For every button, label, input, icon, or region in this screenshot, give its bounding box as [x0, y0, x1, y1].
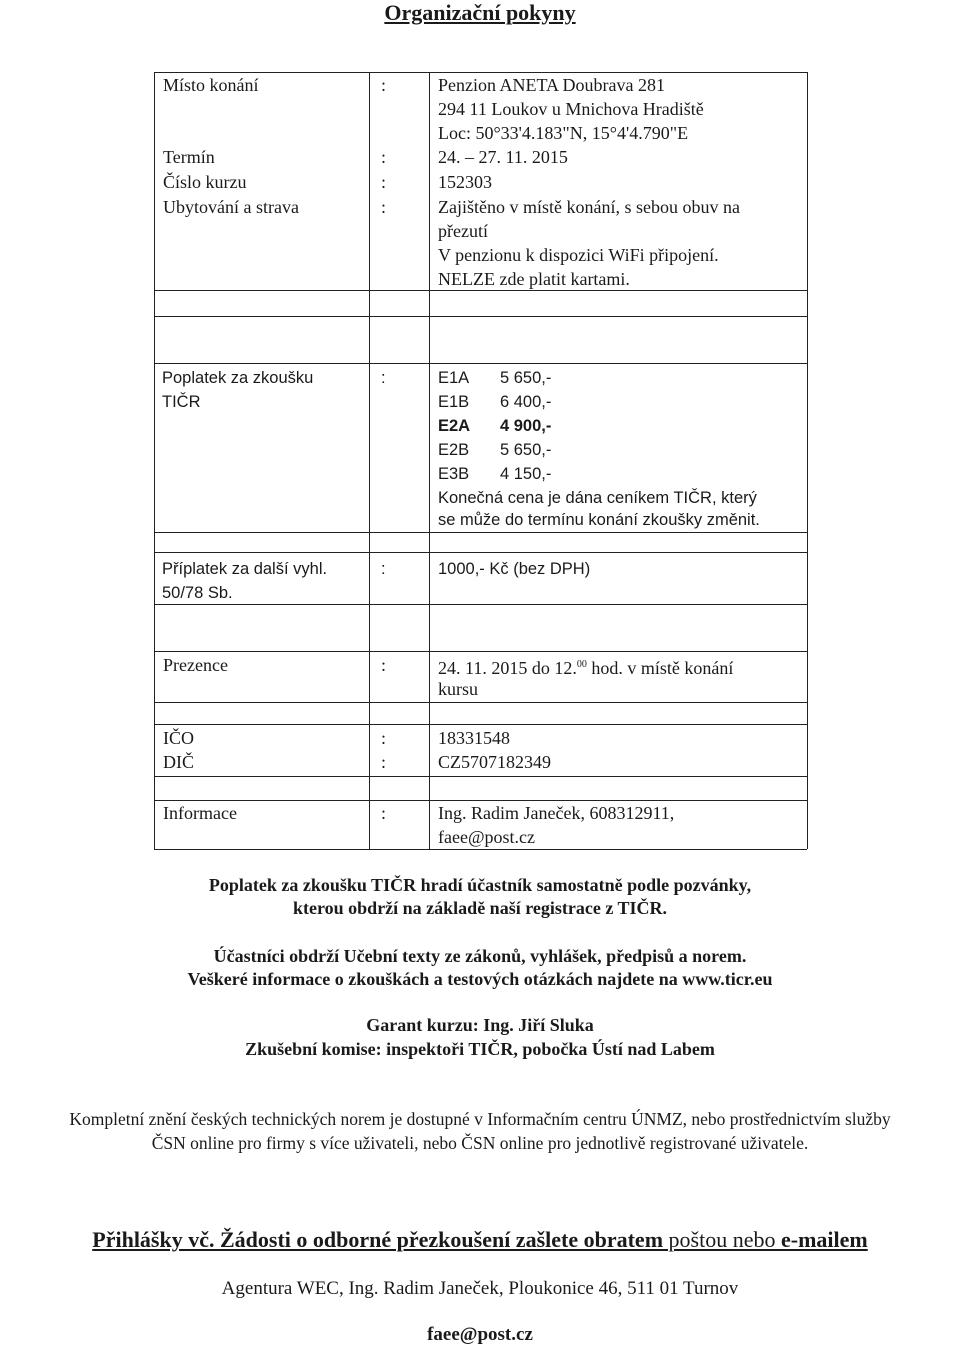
dic-value: CZ5707182349	[438, 752, 552, 772]
fee-code: E1A	[438, 369, 470, 387]
poplatek-note-line-2: se může do termínu konání zkoušky změnit.	[438, 511, 760, 529]
prezence-separator: :	[381, 655, 387, 675]
informace-email[interactable]: faee@post.cz	[438, 827, 536, 847]
footer-email[interactable]: faee@post.cz	[427, 1324, 533, 1345]
poplatek-label-line-1: Poplatek za zkoušku	[162, 369, 314, 387]
poplatek-separator: :	[381, 369, 386, 387]
fee-code: E2B	[438, 441, 470, 459]
cislo-kurzu-separator: :	[381, 172, 387, 192]
normy-info-line-1: Kompletní znění českých technických norem je dostupné v Informačním centru ÚNMZ, nebo prostřednictvím služby	[69, 1109, 891, 1129]
fee-price: 4 150,-	[500, 465, 552, 483]
prihlasky-bold: Přihlášky vč. Žádosti o odborné přezkoušení zašlete obratem	[92, 1227, 664, 1252]
informace-line-1: Ing. Radim Janeček, 608312911,	[438, 803, 675, 823]
ubytovani-label: Ubytování a strava	[163, 197, 299, 217]
prezence-place: hod. v místě konání	[586, 658, 734, 678]
misto-line-3: Loc: 50°33'4.183"N, 15°4'4.790"E	[438, 123, 689, 143]
informace-label: Informace	[163, 803, 237, 823]
prezence-label: Prezence	[163, 655, 228, 675]
ubytovani-line-4: NELZE zde platit kartami.	[438, 269, 630, 289]
dic-separator: :	[381, 752, 387, 772]
ubytovani-separator: :	[381, 197, 387, 217]
informace-separator: :	[381, 803, 387, 823]
normy-info-line-2: ČSN online pro firmy s více uživateli, nebo ČSN online pro jednotlivě registrované uživatele.	[151, 1133, 809, 1153]
fee-price: 5 650,-	[500, 369, 552, 387]
misto-line-1: Penzion ANETA Doubrava 281	[438, 75, 666, 95]
ubytovani-line-3: V penzionu k dispozici WiFi připojení.	[438, 245, 719, 265]
dic-label: DIČ	[163, 752, 194, 772]
poplatek-note-line-1: Konečná cena je dána ceníkem TIČR, který	[438, 489, 757, 507]
ico-value: 18331548	[438, 728, 510, 748]
fee-code: E3B	[438, 465, 470, 483]
priplatek-separator: :	[381, 560, 386, 578]
priplatek-label-line-1: Příplatek za další vyhl.	[162, 560, 328, 578]
poplatek-label-line-2: TIČR	[162, 393, 201, 411]
fee-code: E2A	[438, 417, 471, 435]
agentura-address: Agentura WEC, Ing. Radim Janeček, Ploukonice 46, 511 01 Turnov	[221, 1278, 739, 1299]
priplatek-value: 1000,- Kč (bez DPH)	[438, 560, 591, 578]
fee-price: 6 400,-	[500, 393, 552, 411]
page-title: Organizační pokyny	[384, 0, 576, 25]
prihlasky-mid: poštou nebo	[663, 1227, 781, 1252]
prezence-value-line-2: kursu	[438, 679, 478, 699]
prihlasky-email-word: e-mailem	[780, 1227, 868, 1252]
cislo-kurzu-label: Číslo kurzu	[163, 172, 247, 192]
fee-price: 5 650,-	[500, 441, 552, 459]
termin-value: 24. – 27. 11. 2015	[438, 147, 568, 167]
cislo-kurzu-value: 152303	[438, 172, 492, 192]
prihlasky-line	[0, 1226, 960, 1254]
prezence-date: 24. 11. 2015 do 12.	[438, 658, 577, 678]
fee-price: 4 900,-	[500, 417, 552, 435]
poplatek-note-1: Poplatek za zkoušku TIČR hradí účastník samostatně podle pozvánky,	[208, 875, 752, 895]
termin-label: Termín	[163, 147, 215, 167]
prezence-value	[438, 653, 733, 680]
prezence-minutes: 00	[576, 659, 587, 670]
ico-label: IČO	[163, 728, 194, 748]
komise: Zkušební komise: inspektoři TIČR, pobočka Ústí nad Labem	[245, 1039, 715, 1059]
ubytovani-line-2: přezutí	[438, 221, 488, 241]
termin-separator: :	[381, 147, 387, 167]
poplatek-note-2: kterou obdrží na základě naší registrace z TIČR.	[293, 898, 667, 918]
garant: Garant kurzu: Ing. Jiří Sluka	[366, 1015, 594, 1035]
ucastnici-note-1: Účastníci obdrží Učební texty ze zákonů, vyhlášek, předpisů a norem.	[213, 946, 747, 966]
misto-line-2: 294 11 Loukov u Mnichova Hradiště	[438, 99, 704, 119]
ico-separator: :	[381, 728, 387, 748]
ucastnici-note-2: Veškeré informace o zkouškách a testových otázkách najdete na www.ticr.eu	[187, 969, 773, 989]
misto-label: Místo konání	[163, 75, 259, 95]
misto-separator: :	[381, 75, 387, 95]
fee-code: E1B	[438, 393, 470, 411]
priplatek-label-line-2: 50/78 Sb.	[162, 584, 233, 602]
ubytovani-line-1: Zajištěno v místě konání, s sebou obuv na	[438, 197, 740, 217]
